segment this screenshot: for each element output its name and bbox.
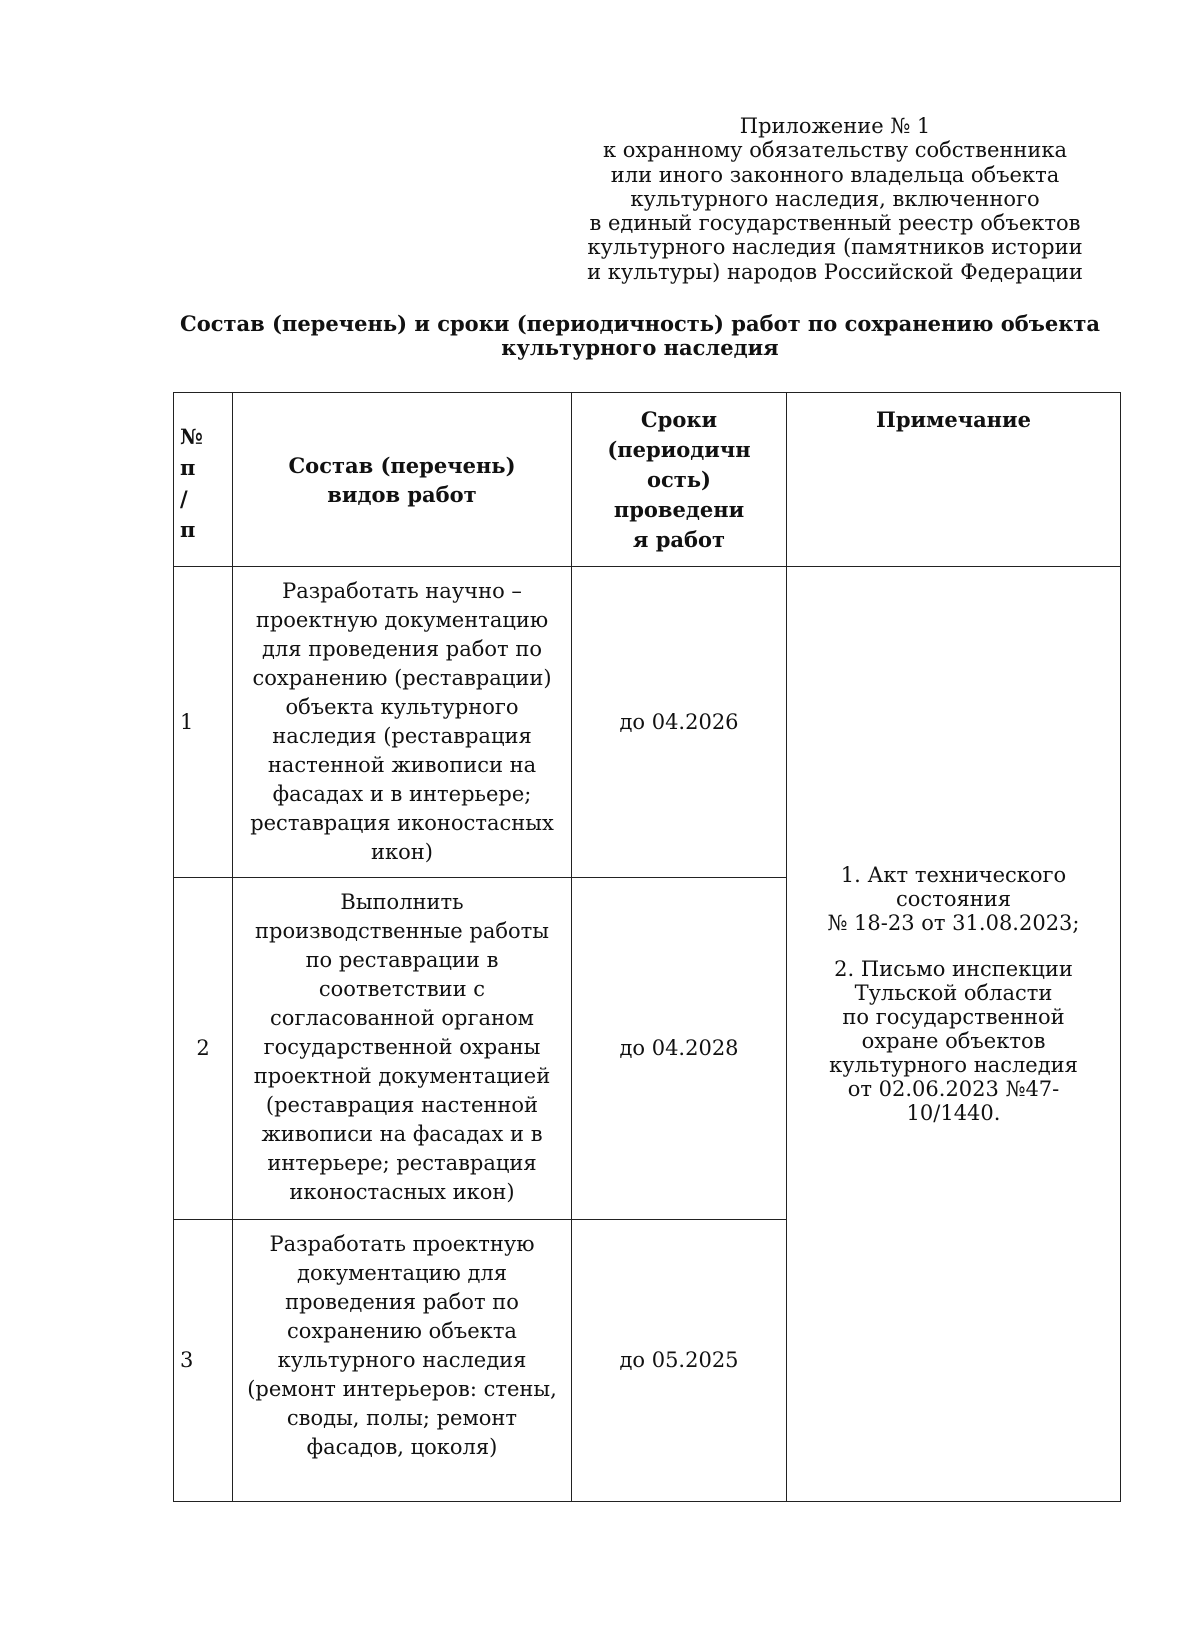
appendix-line: или иного законного владельца объекта [610, 162, 1060, 187]
appendix-line: культурного наследия, включенного [630, 186, 1040, 211]
title-line-2: культурного наследия [501, 335, 779, 360]
row-term: до 05.2025 [572, 1220, 787, 1502]
row-number: 2 [174, 878, 233, 1220]
appendix-line: и культуры) народов Российской Федерации [587, 259, 1083, 284]
header-number: № п / п [174, 393, 233, 567]
title-line-1: Состав (перечень) и сроки (периодичность) работ по сохранению объекта [179, 311, 1101, 336]
appendix-line: в единый государственный реестр объектов [589, 211, 1081, 236]
header-note: Примечание [787, 393, 1121, 567]
appendix-line: культурного наследия (памятников истории [587, 235, 1083, 260]
header-terms: Сроки (периодичн ость) проведени я работ [572, 393, 787, 567]
works-table [173, 392, 1121, 1502]
row-term: до 04.2026 [572, 567, 787, 878]
appendix-line: Приложение № 1 [739, 114, 931, 138]
note-cell: 1. Акт технического состояния № 18-23 от 31.08.2023; 2. Письмо инспекции Тульской области по государственной охране объектов культурного наследия от 02.06.2023 №47- 10/1440. [787, 567, 1121, 1502]
row-term: до 04.2028 [572, 878, 787, 1220]
document-title [160, 312, 1120, 360]
row-number: 3 [174, 1220, 233, 1502]
header-work-list: Состав (перечень) видов работ [233, 393, 572, 567]
row-work: Разработать проектную документацию для проведения работ по сохранению объекта культурного наследия (ремонт интерьеров: стены, своды, полы; ремонт фасадов, цоколя) [233, 1220, 572, 1502]
table-row [174, 567, 1121, 878]
row-number: 1 [174, 567, 233, 878]
appendix-heading [575, 114, 1095, 284]
table-header-row [174, 393, 1121, 567]
appendix-line: к охранному обязательству собственника [602, 138, 1068, 163]
row-work: Разработать научно – проектную документацию для проведения работ по сохранению (реставрации) объекта культурного наследия (реставрация настенной живописи на фасадах и в интерьере; реставрация иконостасных икон) [233, 567, 572, 878]
row-work: Выполнить производственные работы по реставрации в соответствии с согласованной органом государственной охраны проектной документацией (реставрация настенной живописи на фасадах и в интерьере; реставрация иконостасных икон) [233, 878, 572, 1220]
